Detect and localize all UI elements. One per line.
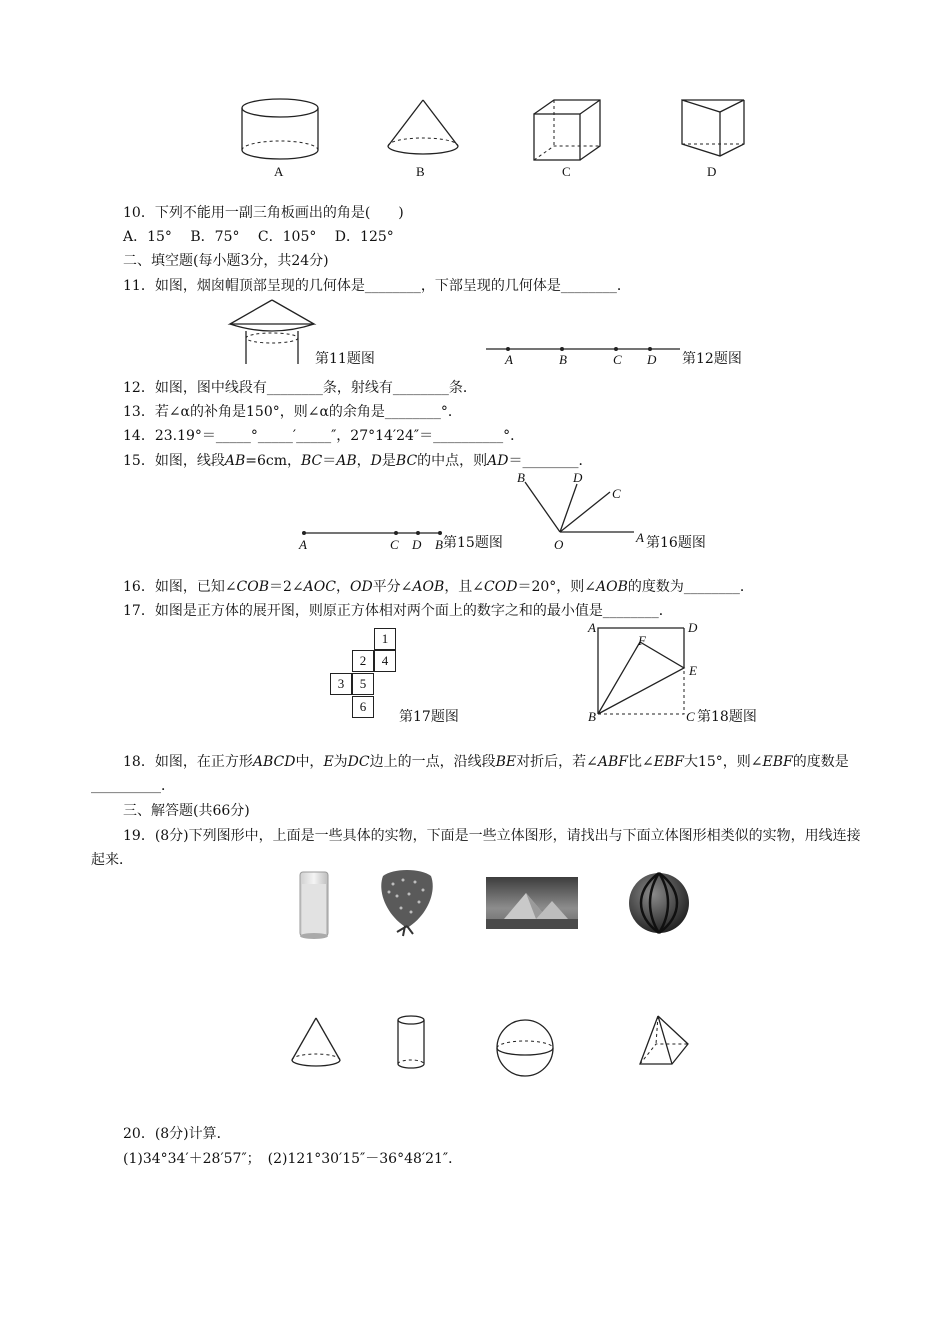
q13-text: 13．若∠α的补角是150°，则∠α的余角是________°．	[123, 404, 462, 420]
net-cell: 6	[352, 696, 374, 718]
fig16-point-o: O	[554, 537, 564, 552]
q18-text: 18．如图，在正方形ABCD中，E为DC边上的一点，沿线段BE对折后，若∠ABF比∠EBF大15°，则∠EBF的度数是__________．	[91, 754, 849, 794]
fig18-point-b: B	[588, 709, 596, 724]
fig12-point-a: A	[505, 352, 513, 367]
solid-sphere	[495, 1018, 555, 1078]
watermelon-photo	[627, 872, 691, 934]
fig12-point-b: B	[559, 352, 567, 367]
fig9-cube	[532, 98, 602, 162]
fig16-point-a: A	[636, 530, 644, 545]
q14-text: 14．23.19°＝_____°_____′_____″，27°14′24″＝__________°．	[123, 428, 525, 444]
fig15-point-c: C	[390, 537, 399, 552]
q16-text: 16．如图，已知∠COB＝2∠AOC，OD平分∠AOB，且∠COD＝20°，则∠AOB的度数为________．	[123, 579, 754, 595]
fig16-caption: 第16题图	[646, 535, 706, 551]
fig11-caption: 第11题图	[315, 351, 375, 367]
q17-text: 17．如图是正方体的展开图，则原正方体相对两个面上的数字之和的最小值是________．	[123, 603, 673, 619]
q20-parts: (1)34°34′＋28′57″； (2)121°30′15″－36°48′21″．	[123, 1151, 463, 1167]
fig15-point-a: A	[299, 537, 307, 552]
fig15-caption: 第15题图	[443, 535, 503, 551]
fig15-segment	[300, 528, 446, 538]
solid-pyramid	[638, 1014, 690, 1070]
q15-text: 15．如图，线段AB=6cm，BC＝AB，D是BC的中点，则AD＝________．	[123, 453, 593, 469]
glass-photo	[298, 870, 330, 940]
q12-text: 12．如图，图中线段有________条，射线有________条．	[123, 380, 477, 396]
fig15-point-d: D	[412, 537, 422, 552]
net-cell: 4	[374, 650, 396, 672]
q10-stem: 10．下列不能用一副三角板画出的角是( )	[123, 205, 404, 221]
fig18-caption: 第18题图	[697, 709, 757, 725]
solid-cylinder	[396, 1014, 426, 1072]
fig9-cone	[386, 98, 460, 162]
fig18-point-c: C	[686, 709, 695, 724]
fig16-point-d: D	[573, 470, 583, 485]
net-cell: 3	[330, 673, 352, 695]
net-cell: 2	[352, 650, 374, 672]
fig18-point-e: E	[689, 663, 697, 678]
choice-a-label: A	[274, 164, 284, 179]
fig18-point-f: F	[638, 633, 646, 648]
fig9-cylinder	[240, 98, 320, 162]
fig11-chimney	[228, 298, 316, 368]
solid-cone	[290, 1016, 342, 1072]
q10-options: A．15° B．75° C．105° D．125°	[123, 229, 394, 245]
fig9-prism	[680, 98, 746, 162]
pyramids-photo	[486, 877, 578, 929]
choice-c-label: C	[562, 164, 571, 179]
fig12-point-d: D	[647, 352, 657, 367]
fig16-point-c: C	[612, 486, 621, 501]
q11-text: 11．如图，烟囱帽顶部呈现的几何体是________，下部呈现的几何体是________．	[123, 278, 631, 294]
section2-heading: 二、填空题(每小题3分，共24分)	[123, 253, 329, 269]
q20-stem: 20．(8分)计算．	[123, 1126, 231, 1142]
fig12-caption: 第12题图	[682, 351, 742, 367]
strawberry-photo	[377, 866, 437, 938]
fig17-caption: 第17题图	[399, 709, 459, 725]
fig12-point-c: C	[613, 352, 622, 367]
choice-d-label: D	[707, 164, 717, 179]
section3-heading: 三、解答题(共66分)	[123, 803, 250, 819]
q19-text: 19．(8分)下列图形中，上面是一些具体的实物，下面是一些立体图形，请找出与下面立体图形相类似的实物，用线连接起来．	[91, 828, 861, 868]
net-cell: 5	[352, 673, 374, 695]
fig15-point-b: B	[435, 537, 443, 552]
net-cell: 1	[374, 628, 396, 650]
fig16-point-b: B	[517, 470, 525, 485]
choice-b-label: B	[416, 164, 425, 179]
fig18-point-d: D	[688, 620, 698, 635]
fig18-point-a: A	[588, 620, 596, 635]
